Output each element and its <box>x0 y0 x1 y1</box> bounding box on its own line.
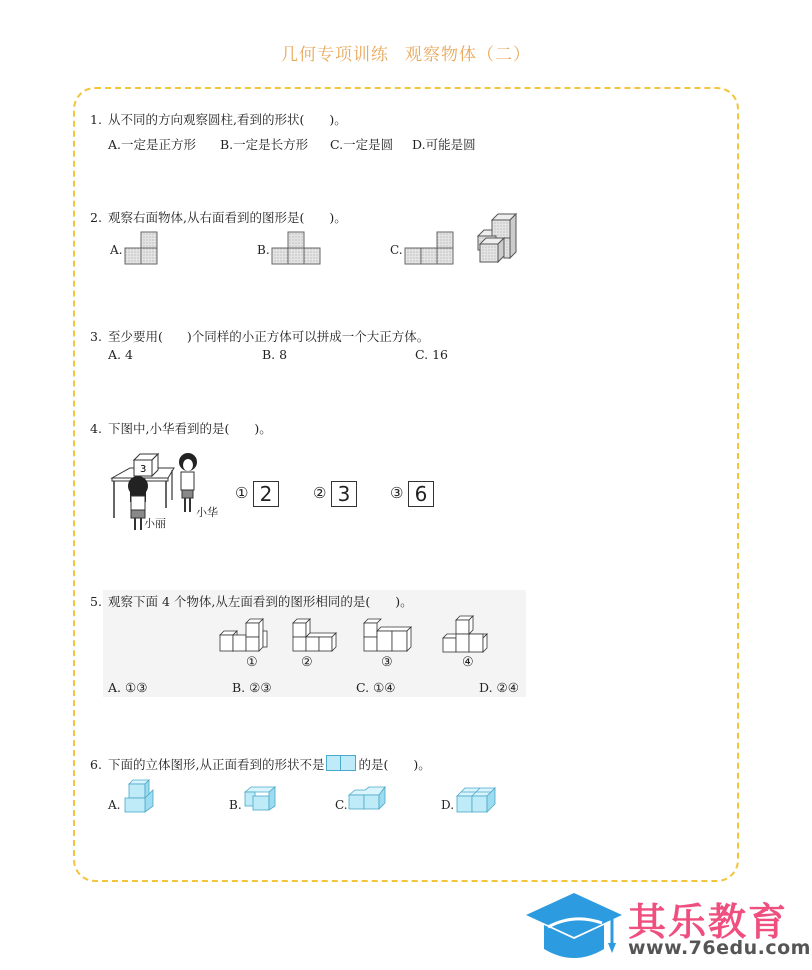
q2-option-c-figure[interactable] <box>404 230 456 266</box>
q5-object-3 <box>363 621 415 655</box>
q2-option-a-figure[interactable] <box>125 230 161 266</box>
title-part-1: 几何专项训练 <box>281 45 389 65</box>
question-text: 观察下面 4 个物体,从左面看到的图形相同的是( )。 <box>108 594 413 609</box>
q5-figure-label-1: ① <box>246 655 258 670</box>
cube-face-number: 3 <box>140 464 147 475</box>
q2-object-figure <box>476 210 522 266</box>
q4-option-3-box[interactable]: 6 <box>408 481 434 507</box>
question-number: 2. <box>90 210 102 225</box>
q4-option-1-label[interactable]: ① <box>235 484 249 502</box>
q4-option-1-box[interactable]: 2 <box>253 481 279 507</box>
q6-option-a-figure[interactable] <box>123 778 157 814</box>
q4-option-3-label[interactable]: ③ <box>390 484 404 502</box>
question-text: 观察右面物体,从右面看到的图形是( )。 <box>108 210 347 225</box>
question-5 <box>90 592 413 610</box>
question-number: 1. <box>90 112 102 127</box>
brand-url: www.76edu.com <box>628 937 811 959</box>
q1-option-c[interactable]: C.一定是圆 <box>330 137 394 152</box>
q2-option-c-label[interactable]: C. <box>390 243 403 257</box>
girl-label: 小丽 <box>144 517 166 530</box>
q2-option-a-label[interactable]: A. <box>110 243 123 257</box>
q2-option-b-figure[interactable] <box>271 230 323 266</box>
q5-option-c[interactable]: C. ①④ <box>356 680 396 695</box>
q5-option-a[interactable]: A. ①③ <box>108 680 148 695</box>
q1-option-d[interactable]: D.可能是圆 <box>412 137 476 152</box>
q1-option-b[interactable]: B.一定是长方形 <box>220 137 309 152</box>
watermark-logo <box>520 885 812 970</box>
q4-option-2-label[interactable]: ② <box>313 484 327 502</box>
question-2 <box>90 208 347 226</box>
q6-option-c-figure[interactable] <box>347 787 389 813</box>
title-part-2: 观察物体（二） <box>405 45 531 65</box>
question-number: 3. <box>90 329 102 344</box>
q5-object-1 <box>219 621 271 655</box>
q2-option-b-label[interactable]: B. <box>257 243 270 257</box>
q5-figure-label-3: ③ <box>381 655 393 670</box>
q4-scene-illustration <box>108 450 228 535</box>
question-3: 3. 至少要用( )个同样的小正方体可以拼成一个大正方体。 <box>90 329 430 344</box>
question-text: 从不同的方向观察圆柱,看到的形状( )。 <box>108 112 347 127</box>
q5-figure-label-2: ② <box>301 655 313 670</box>
q3-option-c[interactable]: C. 16 <box>415 347 448 362</box>
graduation-cap-icon <box>526 893 622 965</box>
q5-object-4 <box>442 614 492 656</box>
boy-label: 小华 <box>196 506 218 519</box>
q3-option-a[interactable]: A. 4 <box>108 347 133 362</box>
two-square-shape-icon <box>326 755 356 771</box>
q6-option-b-figure[interactable] <box>243 786 279 814</box>
question-number: 6. <box>90 757 102 772</box>
question-text: 下图中,小华看到的是( )。 <box>108 421 272 436</box>
q6-option-d-label[interactable]: D. <box>441 798 455 812</box>
q3-option-b[interactable]: B. 8 <box>262 347 288 362</box>
question-number: 4. <box>90 421 102 436</box>
q6-option-b-label[interactable]: B. <box>229 798 242 812</box>
question-4 <box>90 419 272 437</box>
q6-option-d-figure[interactable] <box>455 786 497 814</box>
q6-option-c-label[interactable]: C. <box>335 798 348 812</box>
q5-object-2 <box>292 621 340 655</box>
q5-option-d[interactable]: D. ②④ <box>479 680 519 695</box>
q4-option-2-box[interactable]: 3 <box>331 481 357 507</box>
q6-option-a-label[interactable]: A. <box>108 798 121 812</box>
question-number: 5. <box>90 594 102 609</box>
q1-option-a[interactable]: A.一定是正方形 <box>108 137 197 152</box>
brand-name: 其乐教育 <box>628 900 789 944</box>
question-6: 6. 下面的立体图形,从正面看到的形状不是 的是( )。 <box>90 757 431 772</box>
q5-figure-label-4: ④ <box>462 655 474 670</box>
question-1 <box>90 110 347 128</box>
page-title <box>0 40 812 65</box>
q5-option-b[interactable]: B. ②③ <box>232 680 272 695</box>
